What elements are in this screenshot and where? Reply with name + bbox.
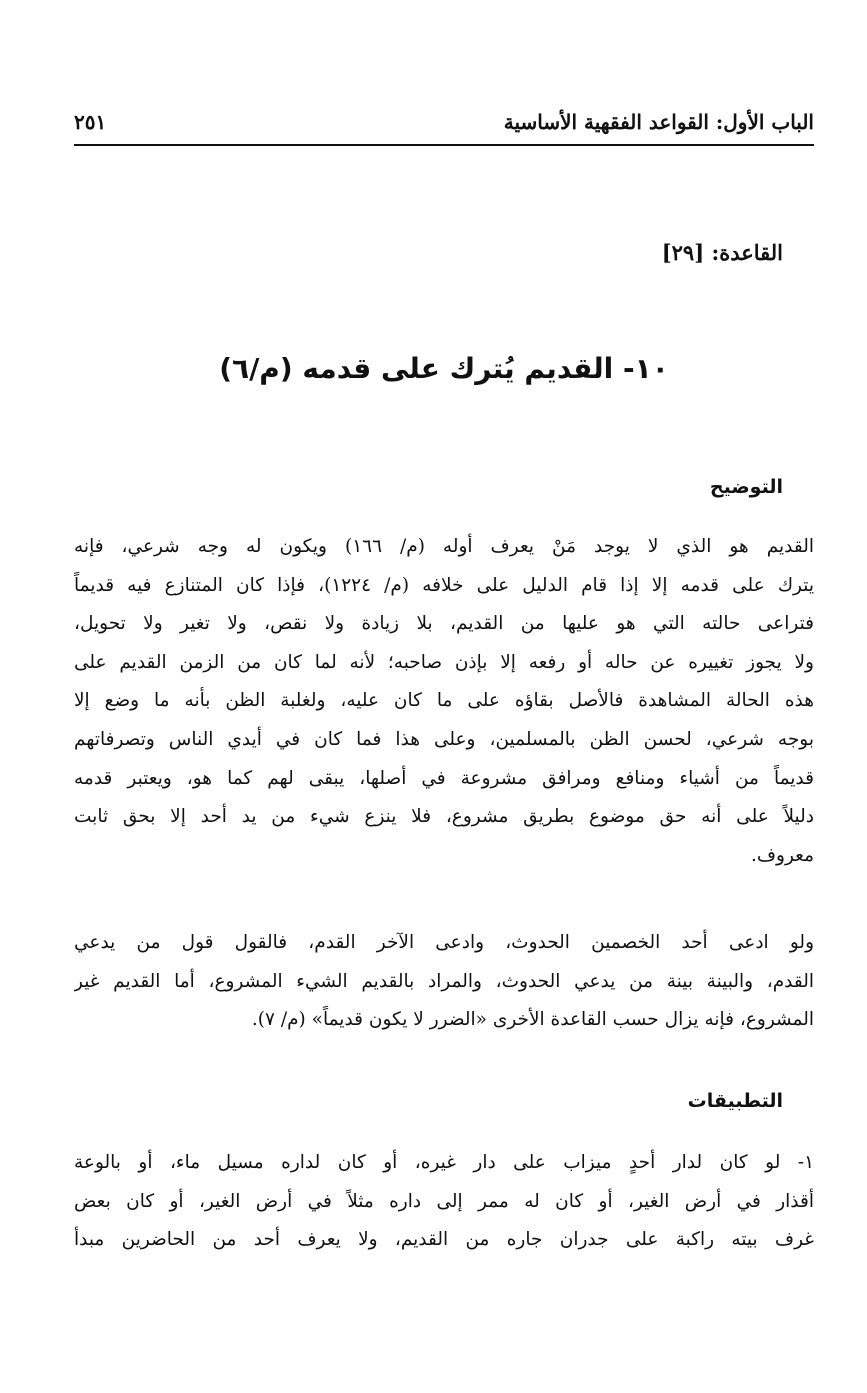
applications-heading: التطبيقات (687, 1090, 783, 1112)
explanation-paragraph-2 (74, 924, 814, 1040)
text-line: قديماً من أشياء ومنافع ومرافق مشروعة في أصلها، يبقى لهم كما هو، ويعتبر قدمه (74, 767, 814, 789)
text-line: أقذار في أرض الغير، أو كان له ممر إلى داره مثلاً في أرض الغير، أو كان بعض (74, 1190, 814, 1212)
text-line: القدم، والبينة بينة من يدعي الحدوث، والمراد بالقديم الشيء المشروع، أما القديم غير (74, 970, 814, 992)
rule-label (662, 240, 783, 265)
text-line: دليلاً على أنه حق موضوع بطريق مشروع، فلا ينزع شيء من يد أحد إلا بحق ثابت (74, 806, 814, 828)
rule-label-text: القاعدة: (711, 240, 783, 265)
applications-paragraph-1 (74, 1144, 814, 1260)
text-line: القديم هو الذي لا يوجد مَنْ يعرف أوله (م/ ١٦٦) ويكون له وجه شرعي، فإنه (74, 536, 814, 557)
text-line: معروف. (750, 844, 814, 866)
page-number: ٢٥١ (74, 110, 107, 134)
explanation-paragraph-1 (74, 528, 814, 875)
explanation-heading: التوضيح (709, 476, 783, 498)
text-line: ١- لو كان لدار أحدٍ ميزاب على دار غيره، أو كان لداره مسيل ماء، أو بالوعة (74, 1152, 814, 1173)
text-line: ولا يجوز تغييره عن حاله أو رفعه إلا بإذن صاحبه؛ لأنه لما كان من الزمن القديم على (74, 651, 814, 673)
running-title: الباب الأول: القواعد الفقهية الأساسية (503, 110, 814, 134)
rule-title: ١٠- القديم يُترك على قدمه (م/٦) (219, 352, 669, 385)
text-line: بوجه شرعي، لحسن الظن بالمسلمين، وعلى هذا فما كان في أيدي الناس وتصرفاتهم (74, 728, 814, 750)
text-line: غرف بيته راكبة على جدران جاره من القديم، ولا يعرف أحد من الحاضرين مبدأ (74, 1229, 814, 1251)
text-line: ولو ادعى أحد الخصمين الحدوث، وادعى الآخر القدم، فالقول قول من يدعي (74, 932, 814, 953)
page-header (74, 104, 814, 146)
text-line: هذه الحالة المشاهدة فالأصل بقاؤه على ما كان عليه، ولغلبة الظن بأنه ما وضع إلا (74, 690, 814, 712)
text-line: يترك على قدمه إلا إذا قام الدليل على خلافه (م/ ١٢٢٤)، فإذا كان المتنازع فيه قديماً (74, 574, 814, 596)
rule-number: [٢٩] (661, 240, 705, 265)
text-line: فتراعى حالته التي هو عليها من القديم، بلا زيادة ولا نقص، ولا تغير ولا تحويل، (74, 613, 814, 635)
text-line: المشروع، فإنه يزال حسب القاعدة الأخرى «الضرر لا يكون قديماً» (م/ ٧). (251, 1009, 814, 1031)
